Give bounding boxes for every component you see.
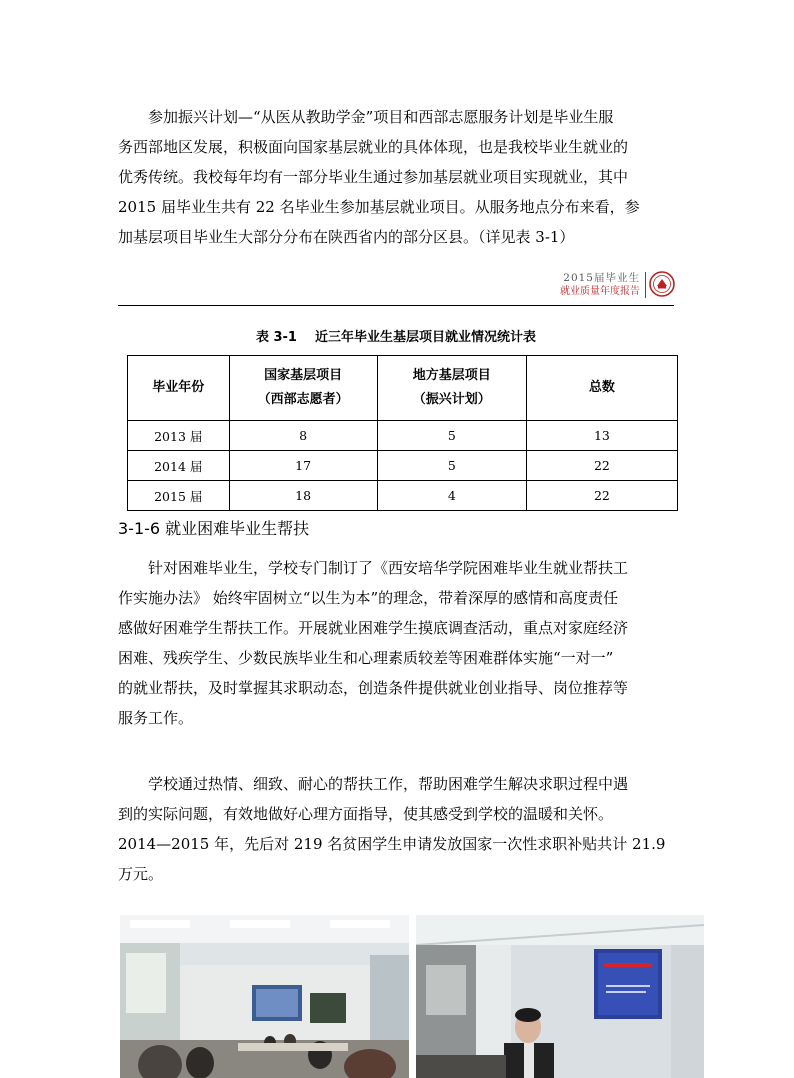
subsidy-line-1: 学校通过热情、细致、耐心的帮扶工作，帮助困难学生解决求职过程中遇	[148, 775, 629, 793]
cell-local: 4	[377, 481, 526, 511]
cell-year: 2015 届	[128, 481, 230, 511]
employment-table	[127, 355, 678, 511]
report-logo	[548, 270, 676, 300]
cell-total: 22	[526, 481, 677, 511]
cell-local: 5	[377, 451, 526, 481]
support-line-2: 作实施办法》 始终牢固树立“以生为本”的理念，带着深厚的感情和高度责任	[118, 589, 619, 607]
logo-line-2: 就业质量年度报告	[560, 286, 640, 297]
table-row	[128, 421, 678, 451]
intro-line-1: 参加振兴计划—“从医从教助学金”项目和西部志愿服务计划是毕业生服	[148, 108, 614, 126]
section-heading: 3-1-6 就业困难毕业生帮扶	[118, 519, 310, 538]
table-caption: 表 3-1 近三年毕业生基层项目就业情况统计表	[255, 330, 537, 345]
subsidy-paragraph	[118, 769, 674, 889]
intro-line-2: 务西部地区发展，积极面向国家基层就业的具体体现，也是我校毕业生就业的	[118, 138, 629, 156]
header-national: 国家基层项目 （西部志愿者）	[229, 356, 377, 421]
header-local: 地方基层项目 （振兴计划）	[377, 356, 526, 421]
cell-national: 18	[229, 481, 377, 511]
cell-total: 22	[526, 451, 677, 481]
cell-year: 2014 届	[128, 451, 230, 481]
table-row	[128, 481, 678, 511]
cell-year: 2013 届	[128, 421, 230, 451]
intro-line-5: 加基层项目毕业生大部分分布在陕西省内的部分区县。（详见表 3-1）	[118, 228, 575, 246]
subsidy-line-4: 万元。	[118, 865, 164, 883]
meeting-room-photo	[120, 915, 409, 1078]
logo-line-1: 2015届毕业生	[563, 272, 640, 284]
support-line-5: 的就业帮扶，及时掌握其求职动态，创造条件提供就业创业指导、岗位推荐等	[118, 679, 629, 697]
table-row	[128, 451, 678, 481]
support-paragraph	[118, 553, 674, 733]
cell-national: 8	[229, 421, 377, 451]
intro-line-4: 2015 届毕业生共有 22 名毕业生参加基层就业项目。从服务地点分布来看，参	[118, 198, 640, 216]
university-seal-icon	[649, 271, 675, 297]
header-year: 毕业年份	[128, 356, 230, 421]
table-header-row	[128, 356, 678, 421]
speaker-photo	[416, 915, 704, 1078]
subsidy-line-2: 到的实际问题，有效地做好心理方面指导，使其感受到学校的温暖和关怀。	[118, 805, 614, 823]
support-line-1: 针对困难毕业生，学校专门制订了《西安培华学院困难毕业生就业帮扶工	[148, 559, 629, 577]
support-line-4: 困难、残疾学生、少数民族毕业生和心理素质较差等困难群体实施“一对一”	[118, 649, 614, 667]
cell-national: 17	[229, 451, 377, 481]
support-line-6: 服务工作。	[118, 709, 194, 727]
support-line-3: 感做好困难学生帮扶工作。开展就业困难学生摸底调查活动，重点对家庭经济	[118, 619, 629, 637]
logo-text	[548, 272, 640, 298]
cell-total: 13	[526, 421, 677, 451]
header-rule	[118, 305, 674, 306]
subsidy-line-3: 2014—2015 年，先后对 219 名贫困学生申请发放国家一次性求职补贴共计 21.9	[118, 835, 666, 853]
intro-paragraph	[118, 102, 674, 252]
header-total: 总数	[526, 356, 677, 421]
cell-local: 5	[377, 421, 526, 451]
intro-line-3: 优秀传统。我校每年均有一部分毕业生通过参加基层就业项目实现就业，其中	[118, 168, 629, 186]
logo-separator	[645, 272, 646, 298]
